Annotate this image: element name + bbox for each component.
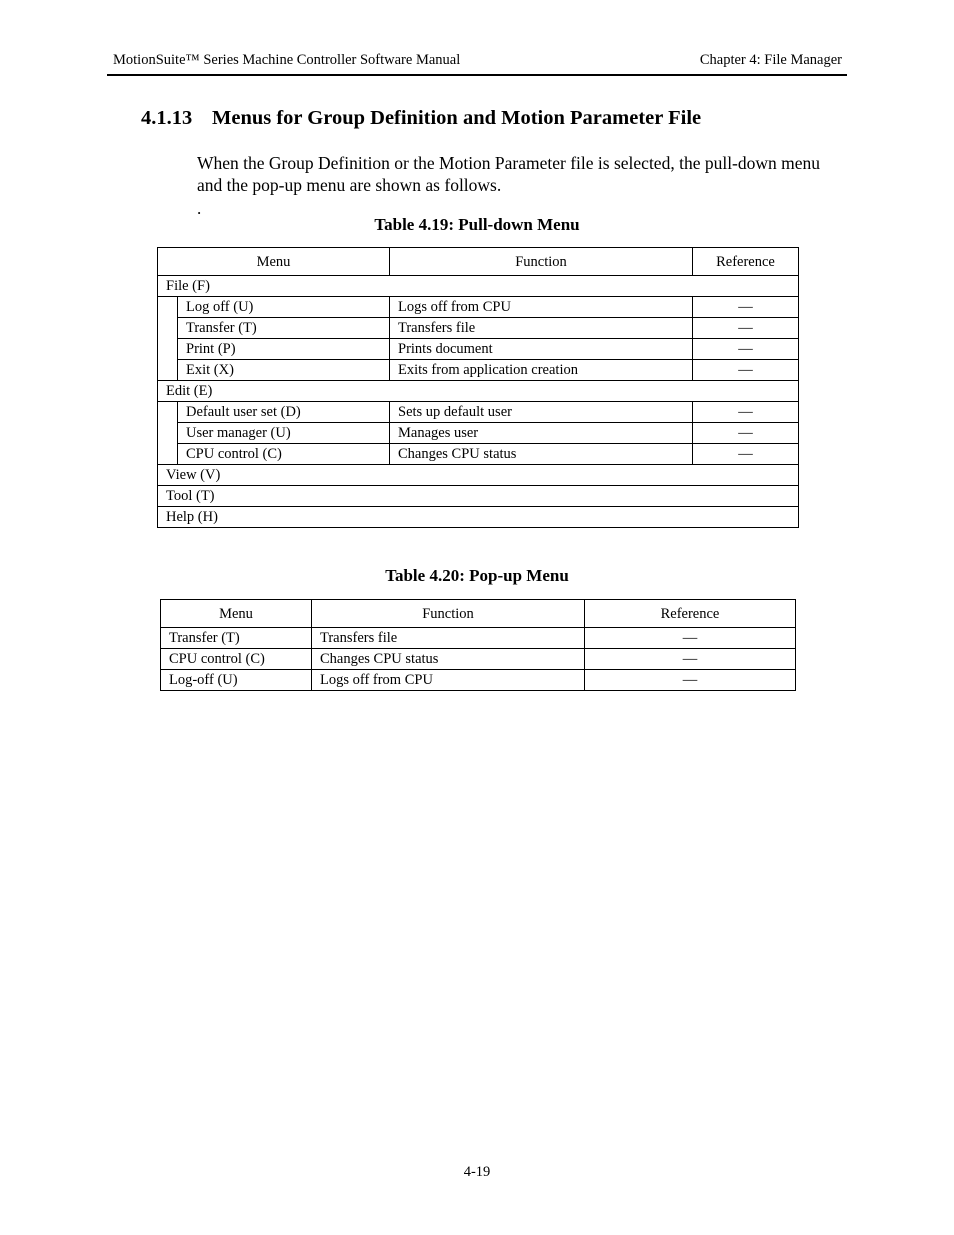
table1-header-reference: Reference xyxy=(693,248,799,276)
function-cell: Sets up default user xyxy=(390,402,693,423)
table-row xyxy=(161,628,796,649)
section-number: 4.1.13 xyxy=(141,107,193,129)
menu-group-file: File (F) xyxy=(158,276,799,297)
running-header-chapter: Chapter 4: File Manager xyxy=(699,52,842,68)
function-cell: Transfers file xyxy=(390,318,693,339)
reference-cell: — xyxy=(693,360,799,381)
reference-cell: — xyxy=(693,402,799,423)
table-row xyxy=(158,402,799,423)
table-row xyxy=(158,381,799,402)
reference-cell: — xyxy=(693,339,799,360)
indent-cell xyxy=(158,297,178,381)
popup-menu-table xyxy=(160,599,796,691)
table2-header-reference: Reference xyxy=(585,600,796,628)
table-row xyxy=(161,649,796,670)
menu-item: Log-off (U) xyxy=(161,670,312,691)
table-row xyxy=(158,276,799,297)
stray-period: . xyxy=(197,199,202,218)
indent-cell xyxy=(158,402,178,465)
function-cell: Exits from application creation xyxy=(390,360,693,381)
section-heading xyxy=(141,107,701,130)
table2-header-row xyxy=(161,600,796,628)
function-cell: Prints document xyxy=(390,339,693,360)
function-cell: Changes CPU status xyxy=(312,649,585,670)
menu-item: Transfer (T) xyxy=(161,628,312,649)
reference-cell: — xyxy=(693,297,799,318)
table-row xyxy=(161,670,796,691)
reference-cell: — xyxy=(693,423,799,444)
running-header-title: MotionSuite™ Series Machine Controller Software Manual xyxy=(113,52,461,68)
pulldown-menu-table xyxy=(157,247,799,528)
reference-cell: — xyxy=(585,649,796,670)
table2-header-function: Function xyxy=(312,600,585,628)
table-row xyxy=(158,444,799,465)
menu-item: Exit (X) xyxy=(178,360,390,381)
function-cell: Transfers file xyxy=(312,628,585,649)
function-cell: Logs off from CPU xyxy=(390,297,693,318)
reference-cell: — xyxy=(585,670,796,691)
menu-group-help: Help (H) xyxy=(158,507,799,528)
table-row xyxy=(158,486,799,507)
menu-group-tool: Tool (T) xyxy=(158,486,799,507)
menu-item: Default user set (D) xyxy=(178,402,390,423)
table-row xyxy=(158,423,799,444)
header-divider xyxy=(107,74,847,76)
function-cell: Changes CPU status xyxy=(390,444,693,465)
table1-header-function: Function xyxy=(390,248,693,276)
reference-cell: — xyxy=(693,444,799,465)
function-cell: Logs off from CPU xyxy=(312,670,585,691)
table1-header-row xyxy=(158,248,799,276)
menu-item: Print (P) xyxy=(178,339,390,360)
table-row xyxy=(158,507,799,528)
section-title: Menus for Group Definition and Motion Parameter File xyxy=(212,107,702,129)
table1-caption: Table 4.19: Pull-down Menu xyxy=(374,215,580,234)
function-cell: Manages user xyxy=(390,423,693,444)
table-row xyxy=(158,465,799,486)
menu-item: User manager (U) xyxy=(178,423,390,444)
table-row xyxy=(158,318,799,339)
reference-cell: — xyxy=(693,318,799,339)
table-row xyxy=(158,297,799,318)
table-row xyxy=(158,339,799,360)
page-number: 4-19 xyxy=(463,1164,491,1180)
menu-item: CPU control (C) xyxy=(178,444,390,465)
reference-cell: — xyxy=(585,628,796,649)
table1-header-menu: Menu xyxy=(158,248,390,276)
menu-group-view: View (V) xyxy=(158,465,799,486)
intro-paragraph: When the Group Definition or the Motion Parameter file is selected, the pull-down menu and the pop-up menu are shown as follows. xyxy=(197,153,821,195)
table2-header-menu: Menu xyxy=(161,600,312,628)
menu-item: Log off (U) xyxy=(178,297,390,318)
menu-item: CPU control (C) xyxy=(161,649,312,670)
table2-caption: Table 4.20: Pop-up Menu xyxy=(385,566,569,585)
menu-group-edit: Edit (E) xyxy=(158,381,799,402)
table-row xyxy=(158,360,799,381)
menu-item: Transfer (T) xyxy=(178,318,390,339)
